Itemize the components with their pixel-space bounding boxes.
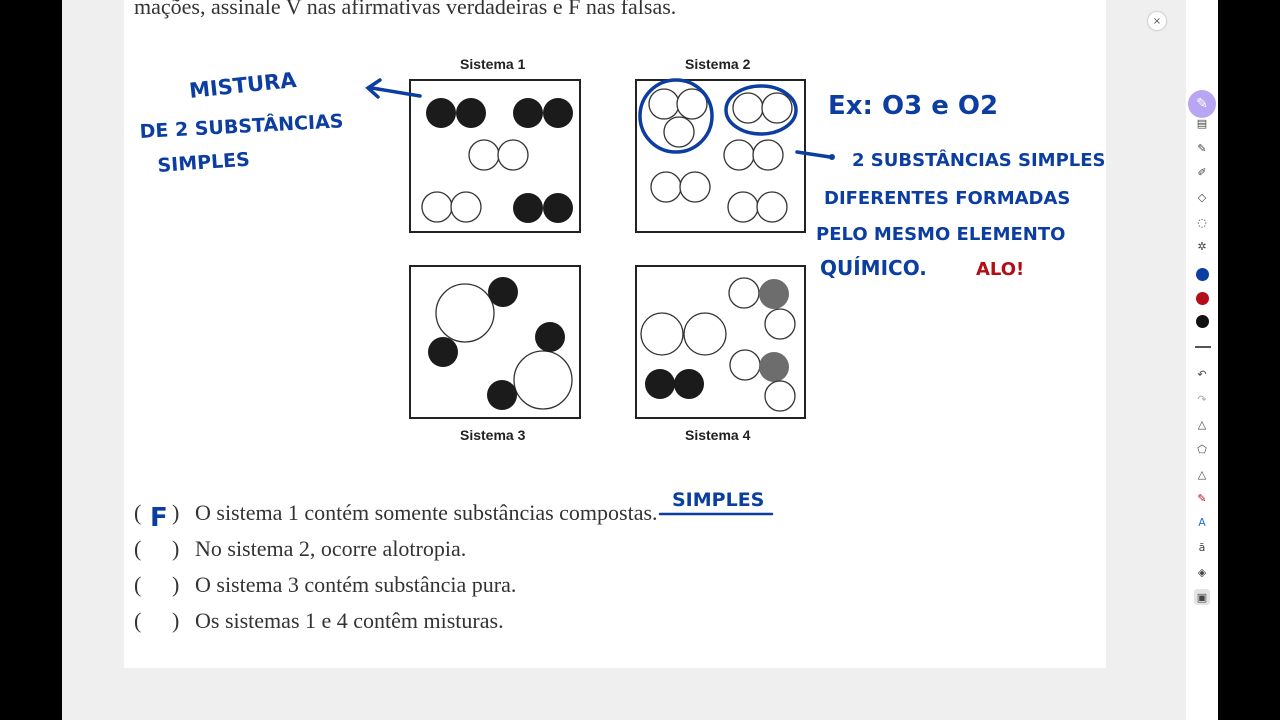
ink-right-note-line-2: DIFERENTES FORMADAS — [824, 188, 1071, 209]
ink-text — [139, 68, 1105, 533]
ink-left-note-line-1: MISTURA — [188, 67, 298, 103]
ink-to-text-icon[interactable]: A — [1198, 515, 1206, 529]
text-box-icon[interactable]: ā — [1198, 540, 1206, 554]
ink-example: Ex: O3 e O2 — [828, 91, 999, 121]
shape-outline-icon[interactable]: △ — [1197, 467, 1207, 481]
system-4-box — [636, 266, 805, 418]
answer-paren-open[interactable]: ( — [134, 608, 142, 633]
pen-icon[interactable]: ✎ — [1197, 141, 1207, 155]
question-intro: mações, assinale V nas afirmativas verdadeiras e F nas falsas. — [134, 0, 677, 19]
statement-text: O sistema 3 contém substância pura. — [195, 572, 517, 597]
shapes-icon[interactable]: △ — [1197, 417, 1207, 431]
color-black-swatch[interactable] — [1196, 315, 1209, 328]
statement-text: Os sistemas 1 e 4 contêm misturas. — [195, 608, 504, 633]
system-4-label: Sistema 4 — [685, 427, 751, 443]
system-3-box — [410, 266, 580, 418]
ink-left-note-line-3: SIMPLES — [156, 148, 251, 177]
pen-tool-active-icon[interactable]: ✎ — [1188, 90, 1216, 118]
ruled-paper-icon[interactable]: ▤ — [1196, 116, 1208, 130]
ink-right-note-line-4: QUÍMICO. — [820, 256, 927, 280]
answer-paren-close[interactable]: ) — [172, 500, 180, 525]
eraser-icon[interactable]: ◇ — [1197, 190, 1207, 204]
ink-effects-icon[interactable]: ✲ — [1197, 239, 1207, 253]
system-2-box — [636, 80, 805, 232]
ink-to-shape-icon[interactable]: ◈ — [1197, 565, 1207, 579]
toolbar-divider — [1195, 346, 1211, 348]
answer-paren-open[interactable]: ( — [134, 536, 142, 561]
system-1-label: Sistema 1 — [460, 56, 526, 72]
ink-right-note-line-3: PELO MESMO ELEMENTO — [816, 224, 1066, 245]
shape-fill-icon[interactable]: ⬠ — [1197, 442, 1207, 456]
lasso-icon[interactable]: ◌ — [1197, 215, 1207, 229]
ink-left-note-line-2: DE 2 SUBSTÂNCIAS — [139, 110, 344, 143]
ink-right-note-line-1: 2 SUBSTÂNCIAS SIMPLES — [852, 150, 1106, 171]
system-3-label: Sistema 3 — [460, 427, 526, 443]
highlighter-icon[interactable]: ✐ — [1197, 165, 1207, 179]
ink-correction-simples: SIMPLES — [672, 489, 765, 511]
answer-paren-open[interactable]: ( — [134, 572, 142, 597]
system-1-box — [410, 80, 580, 232]
statement-text: O sistema 1 contém somente substâncias compostas. — [195, 500, 658, 525]
color-red-swatch[interactable] — [1196, 292, 1209, 305]
answer-paren-close[interactable]: ) — [172, 572, 180, 597]
answer-paren-open[interactable]: ( — [134, 500, 142, 525]
system-2-label: Sistema 2 — [685, 56, 751, 72]
ink-red-note: ALO! — [976, 259, 1025, 280]
ink-answer-1: F — [150, 503, 168, 533]
replay-icon[interactable]: ▣ — [1194, 589, 1210, 605]
close-icon[interactable]: × — [1148, 12, 1166, 30]
answer-paren-close[interactable]: ) — [172, 536, 180, 561]
redo-icon[interactable]: ↷ — [1197, 392, 1207, 406]
undo-icon[interactable]: ↶ — [1197, 367, 1207, 381]
color-blue-swatch[interactable] — [1196, 268, 1209, 281]
statement-text: No sistema 2, ocorre alotropia. — [195, 536, 467, 561]
answer-paren-close[interactable]: ) — [172, 608, 180, 633]
red-pen-icon[interactable]: ✎ — [1197, 491, 1207, 505]
